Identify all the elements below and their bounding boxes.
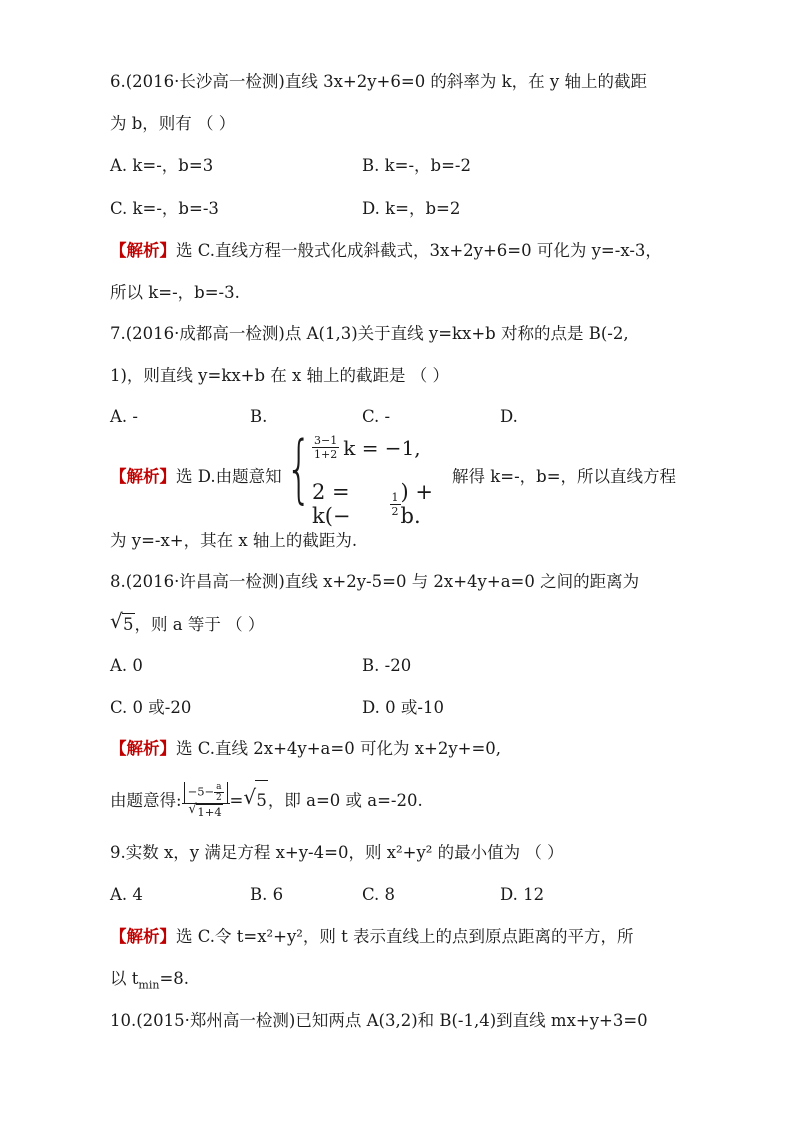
q6-line1: 6.(2016·长沙高一检测)直线 3x+2y+6=0 的斜率为 k，在 y 轴上的截距: [110, 72, 647, 91]
equation-2: [312, 480, 456, 528]
left-brace: {: [286, 426, 312, 512]
equation-1-rest: k = −1,: [343, 435, 421, 460]
equation-system: [286, 426, 456, 528]
q6-option-d: D. k=，b=2: [362, 199, 461, 218]
equation-1: [312, 434, 421, 461]
q9-option-a: A. 4: [110, 885, 143, 904]
sqrt-5: √ 5: [243, 780, 268, 821]
q8-answer-post: ，即 a=0 或 a=-20.: [267, 790, 423, 810]
q6-answer-line1: [110, 240, 662, 262]
q7-answer-post: 解得 k=-，b=，所以直线方程: [452, 467, 677, 486]
q8-line1: 8.(2016·许昌高一检测)直线 x+2y-5=0 与 2x+4y+a=0 之间的距离为: [110, 572, 640, 591]
q7-option-c: C. -: [362, 407, 391, 426]
jiexi-tag: 【解析】: [110, 241, 176, 260]
q8-option-d: D. 0 或-10: [362, 698, 444, 717]
q8-answer-line1: [110, 738, 501, 760]
q7-answer-pre: 选 D.由题意知: [176, 467, 282, 486]
fraction-denominator: 2: [391, 504, 399, 518]
equals-sign: =: [229, 790, 244, 810]
q9-answer-line2: 以 $t_{min}=8$.: [110, 969, 190, 992]
subscript-min: min: [138, 978, 160, 992]
q8-line2-text: ，则 a 等于 （ ）: [134, 615, 265, 634]
jiexi-tag: 【解析】: [110, 467, 176, 486]
q6-answer-line2: 所以 k=-，b=-3.: [110, 283, 240, 302]
jiexi-tag: 【解析】: [110, 927, 176, 946]
q8-option-c: C. 0 或-20: [110, 698, 192, 717]
q6-option-a: A. k=-，b=3: [110, 156, 214, 175]
q8-option-b: B. -20: [362, 656, 412, 675]
equation-2-pre: 2 = k(−: [312, 480, 351, 528]
q9-option-b: B. 6: [250, 885, 284, 904]
q7-answer-line2: 为 y=-x+，其在 x 轴上的截距为.: [110, 531, 358, 550]
q6-answer-text: 选 C.直线方程一般式化成斜截式，3x+2y+6=0 可化为 y=-x-3，: [176, 241, 662, 260]
q10-line1: 10.(2015·郑州高一检测)已知两点 A(3,2)和 B(-1,4)到直线 mx+y+3=0: [110, 1011, 648, 1030]
fraction-numerator: −5− $\frac{a}{2}$: [182, 782, 230, 804]
q8-option-a: A. 0: [110, 656, 143, 675]
q7-option-b: B.: [250, 407, 268, 426]
q7-answer-line1-left: [110, 466, 282, 488]
fraction: [312, 434, 339, 461]
distance-fraction: [182, 782, 230, 820]
fraction-denominator: 1+2: [314, 448, 338, 461]
q8-answer-text: 选 C.直线 2x+4y+a=0 可化为 x+2y+=0,: [176, 739, 502, 758]
fraction-denominator: √ 1+4: [188, 801, 222, 819]
q9-answer-line1: [110, 926, 634, 948]
q7-line2: 1)，则直线 y=kx+b 在 x 轴上的截距是 （ ）: [110, 366, 450, 385]
fraction-numerator: 3−1: [314, 434, 338, 447]
q9-answer-text: 选 C.令 t=x²+y²，则 t 表示直线上的点到原点距离的平方，所: [176, 927, 634, 946]
q7-option-d: D.: [500, 407, 518, 426]
sqrt-5: √ 5: [110, 609, 134, 634]
q8-line2: [110, 609, 265, 636]
q6-option-b: B. k=-，b=-2: [362, 156, 471, 175]
q8-answer-pre: 由题意得:: [110, 790, 182, 810]
q6-line2: 为 b，则有 （ ）: [110, 114, 236, 133]
equation-2-post: ) + b.: [400, 480, 433, 528]
q8-answer-line2: [110, 780, 423, 821]
q9-line1: 9.实数 x，y 满足方程 x+y-4=0，则 x²+y² 的最小值为 （ ）: [110, 843, 564, 862]
jiexi-tag: 【解析】: [110, 739, 176, 758]
q9-option-c: C. 8: [362, 885, 396, 904]
q6-option-c: C. k=-，b=-3: [110, 199, 219, 218]
fraction-numerator: 1: [391, 490, 399, 504]
q9-option-d: D. 12: [500, 885, 545, 904]
fraction: [390, 491, 401, 518]
q7-option-a: A. -: [110, 407, 138, 426]
q7-line1: 7.(2016·成都高一检测)点 A(1,3)关于直线 y=kx+b 对称的点是 B(-2,: [110, 324, 629, 343]
